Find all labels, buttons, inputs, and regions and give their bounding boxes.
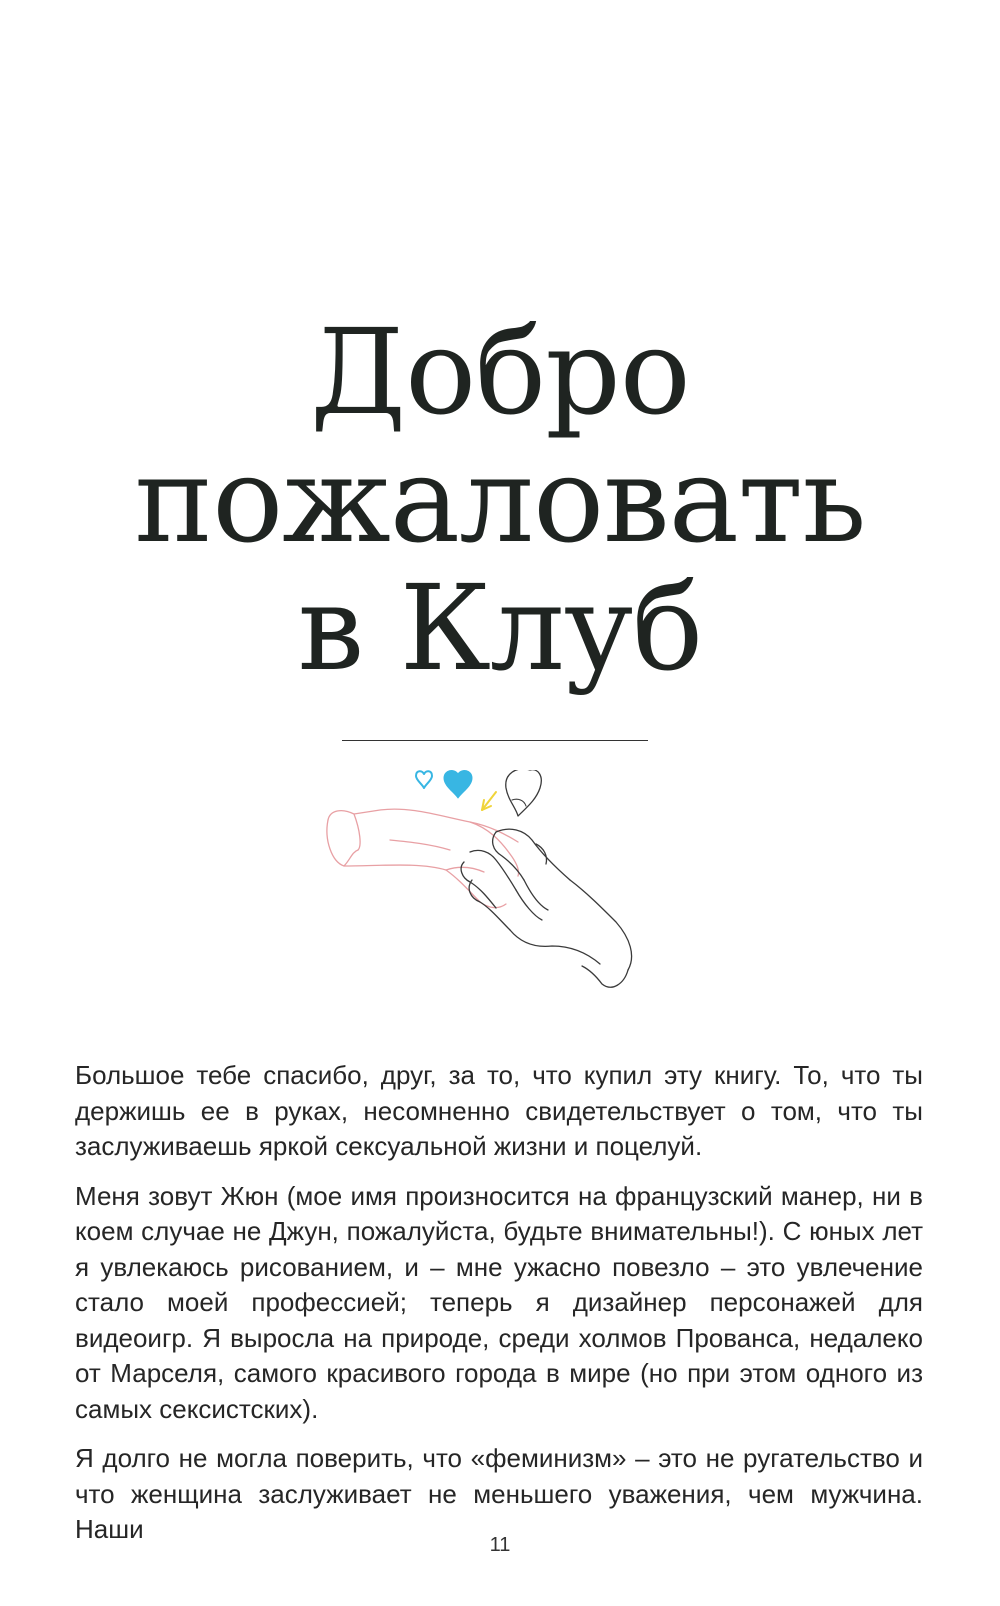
outline-heart-icon <box>506 770 541 816</box>
page-number: 11 <box>489 1534 511 1556</box>
paragraph-1: Большое тебе спасибо, друг, за то, что купил эту книгу. То, что ты держишь ее в руках, несомненно свидетельствует о том, что ты заслуживаешь яркой сексуальной жизни и поцелуй. <box>75 1060 923 1161</box>
title-line-3: в Клуб <box>297 559 703 697</box>
two-hands-touching-with-hearts-icon <box>320 770 680 1010</box>
title-line-1: Добро <box>310 303 690 441</box>
body-text <box>75 1058 923 1562</box>
left-hand-drawing <box>327 809 519 908</box>
hearts-decoration <box>416 770 541 816</box>
paragraph-3: Я долго не могла поверить, что «феминизм» – это не ругательство и что женщина заслуживает не меньшего уважения, чем мужчина. Наши <box>75 1443 923 1544</box>
small-heart-icon <box>416 771 432 788</box>
paragraph-2: Меня зовут Жюн (мое имя произносится на французский манер, ни в коем случае не Джун, пожалуйста, будьте внимательны!). С юных лет я увлекаюсь рисованием, и – мне ужасно повезло – это увлечение стало моей профессией; теперь я дизайнер персонажей для видеоигр. Я выросла на природе, среди холмов Прованса, недалеко от Марселя, самого красивого города в мире (но при этом одного из самых сексистских). <box>75 1180 923 1424</box>
page-title <box>0 303 1000 697</box>
right-hand-drawing <box>461 829 631 987</box>
title-divider <box>342 740 648 741</box>
title-line-2: пожаловать <box>134 431 866 569</box>
blue-heart-icon <box>444 771 472 798</box>
arrow-icon <box>482 792 496 810</box>
